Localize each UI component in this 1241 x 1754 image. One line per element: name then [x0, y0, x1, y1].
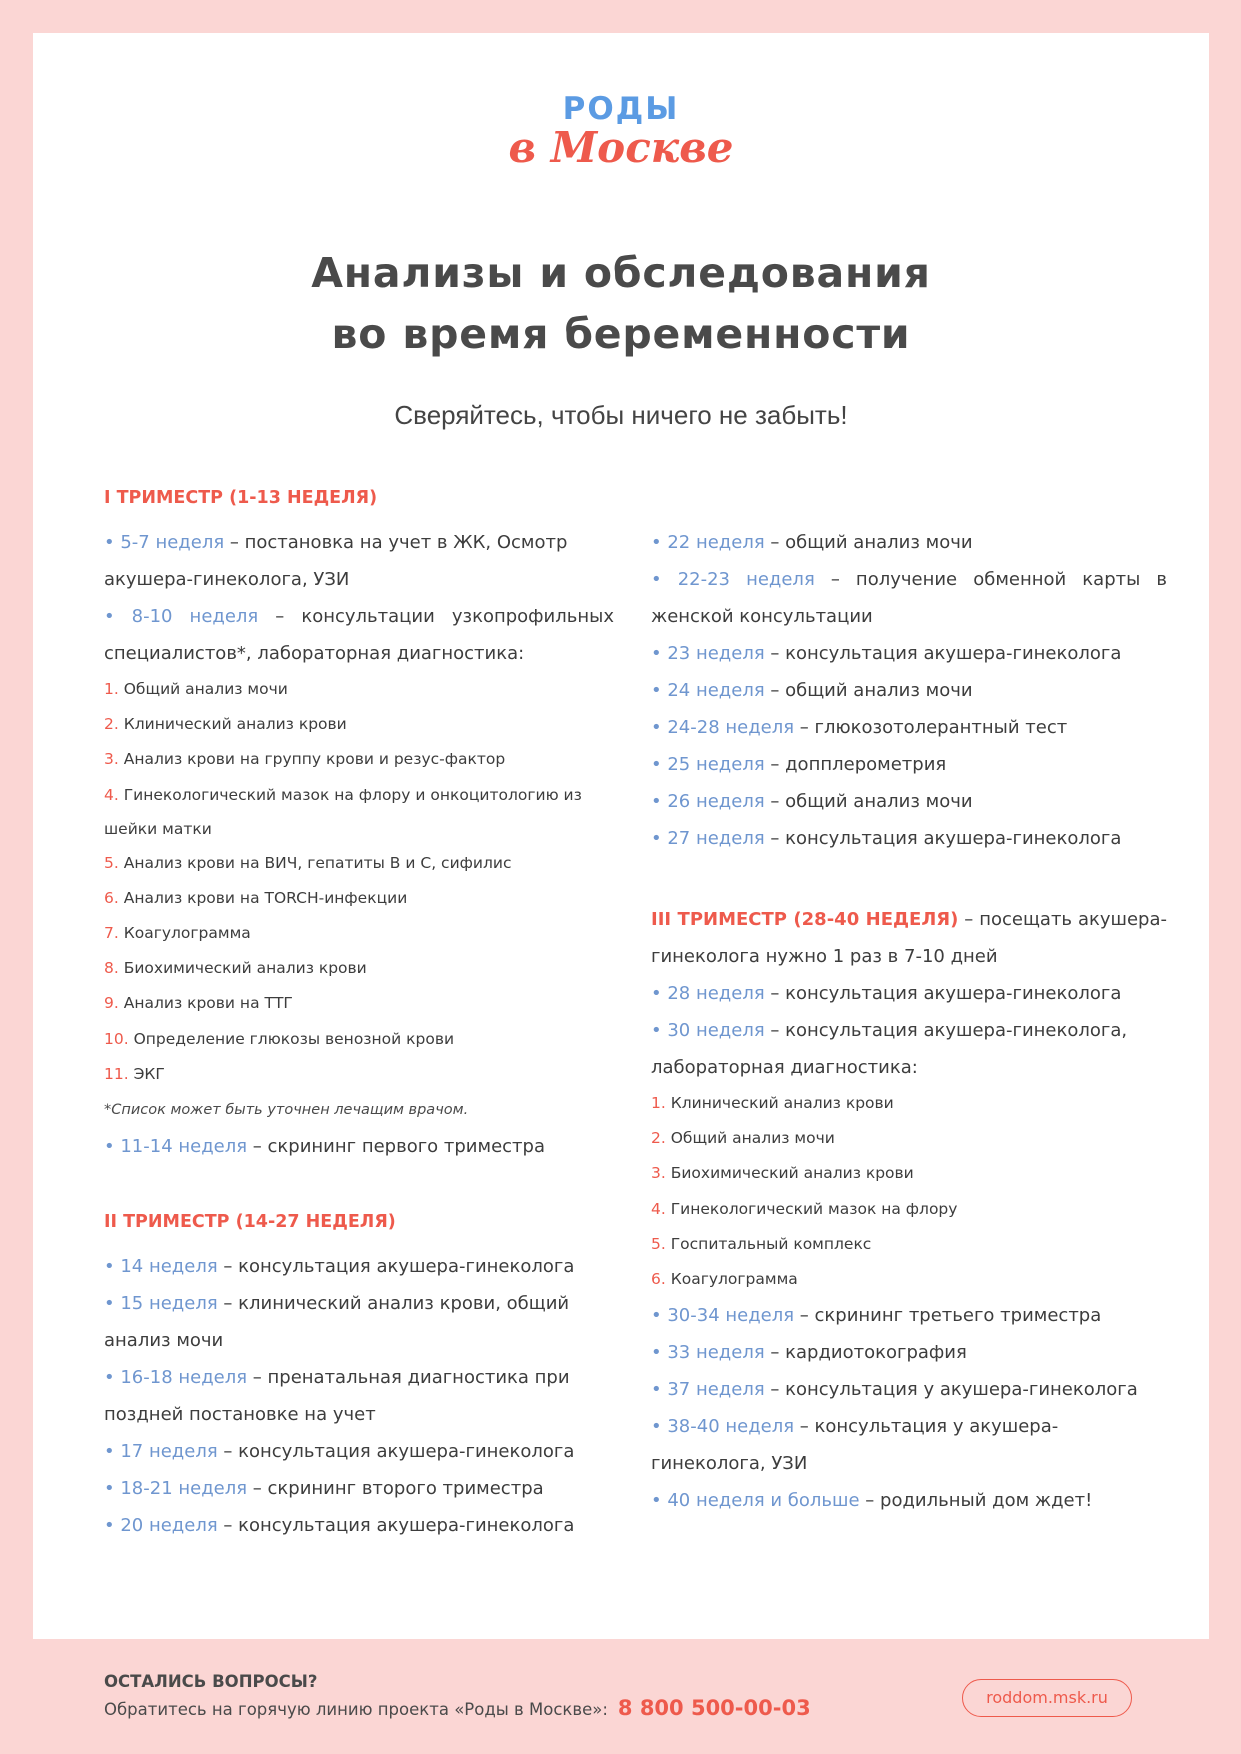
item-text: Анализ крови на ТТГ [118, 994, 293, 1013]
week-label: • 27 неделя [651, 828, 765, 849]
footnote: *Список может быть уточнен лечащим врачом. [104, 1102, 469, 1119]
numbered-test-item [104, 672, 614, 707]
list-item [104, 1128, 614, 1165]
entry-text: – допплерометрия [764, 754, 947, 775]
item-text: Анализ крови на группу крови и резус-фактор [118, 750, 506, 769]
week-label: • 38-40 неделя [651, 1416, 795, 1438]
item-number: 11. [104, 1064, 129, 1083]
item-number: 6. [104, 888, 119, 907]
numbered-test-item [651, 1262, 1167, 1297]
footer-line [104, 1694, 811, 1724]
week-label: • 28 неделя [651, 983, 765, 1004]
website-link-button[interactable]: roddom.msk.ru [962, 1679, 1132, 1717]
logo [33, 91, 1209, 171]
week-label: • 5-7 неделя [104, 532, 225, 553]
entry-text: – общий анализ мочи [764, 791, 973, 812]
item-number: 10. [104, 1029, 129, 1048]
item-number: 1. [651, 1094, 666, 1112]
list-item [651, 783, 1167, 820]
week-label: • 20 неделя [104, 1515, 218, 1537]
list-item [104, 524, 614, 598]
entry-text: – консультации узкопрофильных специалистов*, лабораторная диагностика: [104, 606, 615, 664]
entry-text: – клинический анализ крови, общий анализ мочи [104, 1293, 570, 1352]
entry-text: – глюкозотолерантный тест [794, 717, 1068, 738]
entry-text: – консультация у акушера-гинеколога, УЗИ [651, 1416, 1059, 1475]
numbered-test-item [104, 881, 614, 916]
item-number: 1. [104, 680, 119, 698]
item-number: 3. [651, 1164, 666, 1183]
list-item [104, 1248, 614, 1285]
item-number: 6. [651, 1270, 666, 1289]
numbered-test-item [651, 1156, 1167, 1191]
trimester-3-after-list [651, 1297, 1167, 1519]
logo-top-text: РОДЫ [562, 91, 680, 127]
list-item [651, 975, 1167, 1012]
hotline-phone-link[interactable]: 8 800 500-00-03 [617, 1696, 811, 1720]
week-label: • 37 неделя [651, 1379, 765, 1401]
entry-text: – общий анализ мочи [764, 532, 973, 553]
item-number: 5. [104, 853, 119, 872]
entry-text: – скрининг первого триместра [247, 1136, 545, 1158]
week-label: • 16-18 неделя [104, 1367, 248, 1389]
numbered-test-item [104, 1022, 614, 1057]
list-item [651, 746, 1167, 783]
title-line-2: во время беременности [331, 310, 911, 358]
trimester-3-heading-text: – посещать акушера-гинеколога нужно 1 раз в 7-10 дней [651, 909, 1167, 967]
numbered-test-item [651, 1086, 1167, 1121]
entry-text: – консультация акушера-гинеколога [764, 983, 1122, 1004]
entry-text: – скрининг третьего триместра [794, 1305, 1102, 1327]
week-label: • 22 неделя [651, 532, 765, 553]
week-label: • 24 неделя [651, 680, 765, 701]
trimester-3-tests [651, 1086, 1167, 1297]
week-label: • 33 неделя [651, 1342, 765, 1364]
list-item [651, 524, 1167, 561]
item-text: Общий анализ мочи [118, 680, 288, 698]
footer-text: Обратитесь на горячую линию проекта «Роды в Москве»: [104, 1700, 608, 1719]
list-item [651, 820, 1167, 857]
week-label: • 18-21 неделя [104, 1478, 248, 1500]
list-item [104, 1470, 614, 1507]
entry-text: – консультация акушера-гинеколога [764, 643, 1122, 664]
numbered-test-item [104, 916, 614, 951]
entry-text: – общий анализ мочи [764, 680, 973, 701]
item-text: Гинекологический мазок на флору [665, 1199, 958, 1218]
list-item [651, 1334, 1167, 1371]
week-label: • 25 неделя [651, 754, 765, 775]
entry-text: – родильный дом ждет! [859, 1490, 1093, 1512]
list-item [104, 1359, 614, 1433]
week-label: • 8-10 неделя [104, 606, 259, 627]
item-text: Клинический анализ крови [118, 715, 347, 734]
item-text: Коагулограмма [118, 924, 251, 943]
list-item [651, 561, 1167, 635]
entry-text: – кардиотокография [764, 1342, 967, 1364]
entry-text: – консультация акушера-гинеколога, лабораторная диагностика: [651, 1020, 1128, 1078]
item-text: Клинический анализ крови [665, 1094, 894, 1112]
item-number: 3. [104, 750, 119, 769]
trimester-3-heading-block [651, 901, 1167, 975]
entry-text: – консультация акушера-гинеколога [217, 1441, 575, 1463]
week-label: • 15 неделя [104, 1293, 218, 1315]
item-number: 4. [104, 785, 119, 804]
item-number: 8. [104, 959, 119, 978]
item-text: Биохимический анализ крови [118, 959, 367, 978]
numbered-test-item [104, 707, 614, 742]
right-column [651, 524, 1167, 1519]
week-label: • 11-14 неделя [104, 1136, 248, 1158]
list-item [651, 1482, 1167, 1519]
week-label: • 24-28 неделя [651, 717, 795, 738]
list-item [104, 598, 614, 672]
week-label: • 30 неделя [651, 1020, 765, 1041]
item-text: Госпитальный комплекс [665, 1234, 872, 1253]
list-item [651, 635, 1167, 672]
numbered-test-item [104, 986, 614, 1021]
item-number: 5. [651, 1234, 666, 1253]
numbered-test-item [104, 951, 614, 986]
left-column [104, 486, 614, 1544]
item-text: Определение глюкозы венозной крови [128, 1029, 455, 1048]
trimester-1-heading: I ТРИМЕСТР (1-13 НЕДЕЛЯ) [104, 488, 378, 508]
item-text: Анализ крови на ВИЧ, гепатиты В и С, сифилис [118, 853, 512, 872]
item-number: 9. [104, 994, 119, 1013]
numbered-test-item [651, 1192, 1167, 1227]
list-item [651, 1297, 1167, 1334]
trimester-2-left-list [104, 1248, 614, 1544]
list-item [104, 1285, 614, 1359]
entry-text: – получение обменной карты в женской консультации [651, 569, 1168, 627]
week-label: • 26 неделя [651, 791, 765, 812]
item-number: 4. [651, 1199, 666, 1218]
list-item [104, 1507, 614, 1544]
title-line-1: Анализы и обследования [311, 249, 931, 297]
entry-text: – консультация у акушера-гинеколога [764, 1379, 1138, 1401]
list-item [651, 1408, 1167, 1482]
entry-text: – пренатальная диагностика при поздней постановке на учет [104, 1367, 570, 1426]
page-subtitle: Сверяйтесь, чтобы ничего не забыть! [394, 400, 848, 430]
item-number: 7. [104, 924, 119, 943]
item-number: 2. [651, 1129, 666, 1148]
list-item [651, 672, 1167, 709]
week-label: • 22-23 неделя [651, 569, 815, 590]
numbered-test-item [104, 778, 614, 846]
week-label: • 40 неделя и больше [651, 1490, 860, 1512]
entry-text: – консультация акушера-гинеколога [764, 828, 1122, 849]
numbered-test-item [104, 846, 614, 881]
numbered-test-item [104, 742, 614, 777]
logo-script-text: в Москве [508, 123, 734, 172]
week-label: • 17 неделя [104, 1441, 218, 1463]
item-text: Биохимический анализ крови [665, 1164, 914, 1183]
numbered-test-item [651, 1227, 1167, 1262]
week-label: • 30-34 неделя [651, 1305, 795, 1327]
page-sheet [33, 33, 1209, 1639]
list-item [104, 1433, 614, 1470]
list-item [651, 1371, 1167, 1408]
footer [104, 1670, 811, 1724]
entry-text: – постановка на учет в ЖК, Осмотр акушера-гинеколога, УЗИ [104, 532, 568, 590]
item-text: Гинекологический мазок на флору и онкоцитологию из шейки матки [104, 785, 582, 838]
numbered-test-item [104, 1057, 614, 1092]
week-label: • 23 неделя [651, 643, 765, 664]
item-text: Общий анализ мочи [665, 1129, 835, 1148]
numbered-test-item [651, 1121, 1167, 1156]
trimester-3-heading: III ТРИМЕСТР (28-40 НЕДЕЛЯ) [651, 909, 959, 930]
item-text: Анализ крови на TORCH-инфекции [118, 888, 408, 907]
item-text: ЭКГ [128, 1064, 165, 1083]
trimester-1-tests [104, 672, 614, 1092]
page-title [33, 243, 1209, 365]
trimester-2-heading: II ТРИМЕСТР (14-27 НЕДЕЛЯ) [104, 1212, 396, 1233]
week-label: • 14 неделя [104, 1256, 218, 1278]
item-number: 2. [104, 715, 119, 734]
item-text: Коагулограмма [665, 1270, 798, 1289]
trimester-2-right-list [651, 524, 1167, 857]
entry-text: – скрининг второго триместра [247, 1478, 544, 1500]
footer-title: ОСТАЛИСЬ ВОПРОСЫ? [104, 1672, 318, 1691]
entry-text: – консультация акушера-гинеколога [217, 1256, 575, 1278]
entry-text: – консультация акушера-гинеколога [217, 1515, 575, 1537]
list-item [651, 709, 1167, 746]
list-item [651, 1012, 1167, 1086]
